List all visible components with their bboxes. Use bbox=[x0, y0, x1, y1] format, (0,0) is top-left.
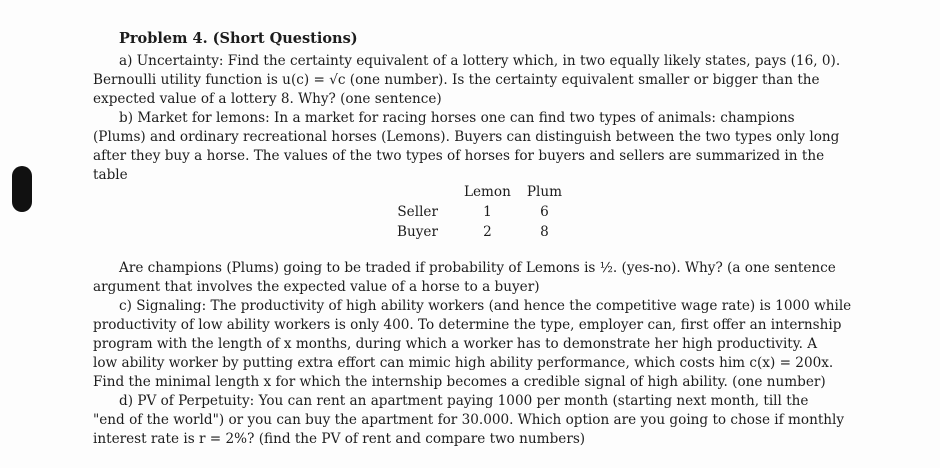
text-line: "end of the world") or you can buy the apartment for 30.000. Which option are you going to chose if monthly bbox=[93, 412, 845, 428]
column-header-lemon: Lemon bbox=[463, 184, 511, 200]
table-row bbox=[389, 222, 570, 242]
text-line: b) Market for lemons: In a market for racing horses one can find two types of animals: champions bbox=[119, 110, 795, 126]
text-line: Bernoulli utility function is u(c) = √c (one number). Is the certainty equivalent smaller or bigger than the bbox=[93, 72, 820, 88]
table-corner bbox=[389, 182, 456, 202]
table-cell: 2 bbox=[483, 224, 492, 240]
table-cell: 1 bbox=[483, 204, 492, 220]
text-line: c) Signaling: The productivity of high ability workers (and hence the competitive wage rate) is 1000 while bbox=[119, 298, 852, 314]
table-cell: 8 bbox=[540, 224, 549, 240]
table-header-row bbox=[389, 182, 570, 202]
text-line: table bbox=[93, 167, 128, 183]
text-line: program with the length of x months, during which a worker has to demonstrate her high productivity. A bbox=[93, 336, 818, 352]
text-line: low ability worker by putting extra effort can mimic high ability performance, which costs him c(x) = 200x. bbox=[93, 355, 834, 371]
black-margin-mark bbox=[12, 166, 32, 212]
table-row bbox=[389, 202, 570, 222]
text-line: d) PV of Perpetuity: You can rent an apartment paying 1000 per month (starting next month, till the bbox=[119, 393, 809, 409]
table-cell: 6 bbox=[540, 204, 549, 220]
row-header-buyer: Buyer bbox=[397, 224, 438, 240]
text-line: Find the minimal length x for which the internship becomes a credible signal of high ability. (one number) bbox=[93, 374, 826, 390]
text-line: (Plums) and ordinary recreational horses (Lemons). Buyers can distinguish between the two types only long bbox=[93, 129, 840, 145]
text-line: productivity of low ability workers is only 400. To determine the type, employer can, first offer an internship bbox=[93, 317, 842, 333]
text-line: Are champions (Plums) going to be traded if probability of Lemons is ½. (yes-no). Why? (a one sentence bbox=[119, 260, 836, 276]
column-header-plum: Plum bbox=[526, 184, 563, 200]
text-line: argument that involves the expected value of a horse to a buyer) bbox=[93, 279, 540, 295]
text-line: after they buy a horse. The values of the two types of horses for buyers and sellers are summarized in the bbox=[93, 148, 825, 164]
horse-values-table bbox=[389, 182, 570, 242]
text-line: expected value of a lottery 8. Why? (one sentence) bbox=[93, 91, 442, 107]
text-line: a) Uncertainty: Find the certainty equivalent of a lottery which, in two equally likely states, pays (16, 0). bbox=[119, 53, 841, 69]
text-line: interest rate is r = 2%? (find the PV of rent and compare two numbers) bbox=[93, 431, 586, 447]
problem-title: Problem 4. (Short Questions) bbox=[119, 30, 358, 47]
row-header-seller: Seller bbox=[397, 204, 438, 220]
